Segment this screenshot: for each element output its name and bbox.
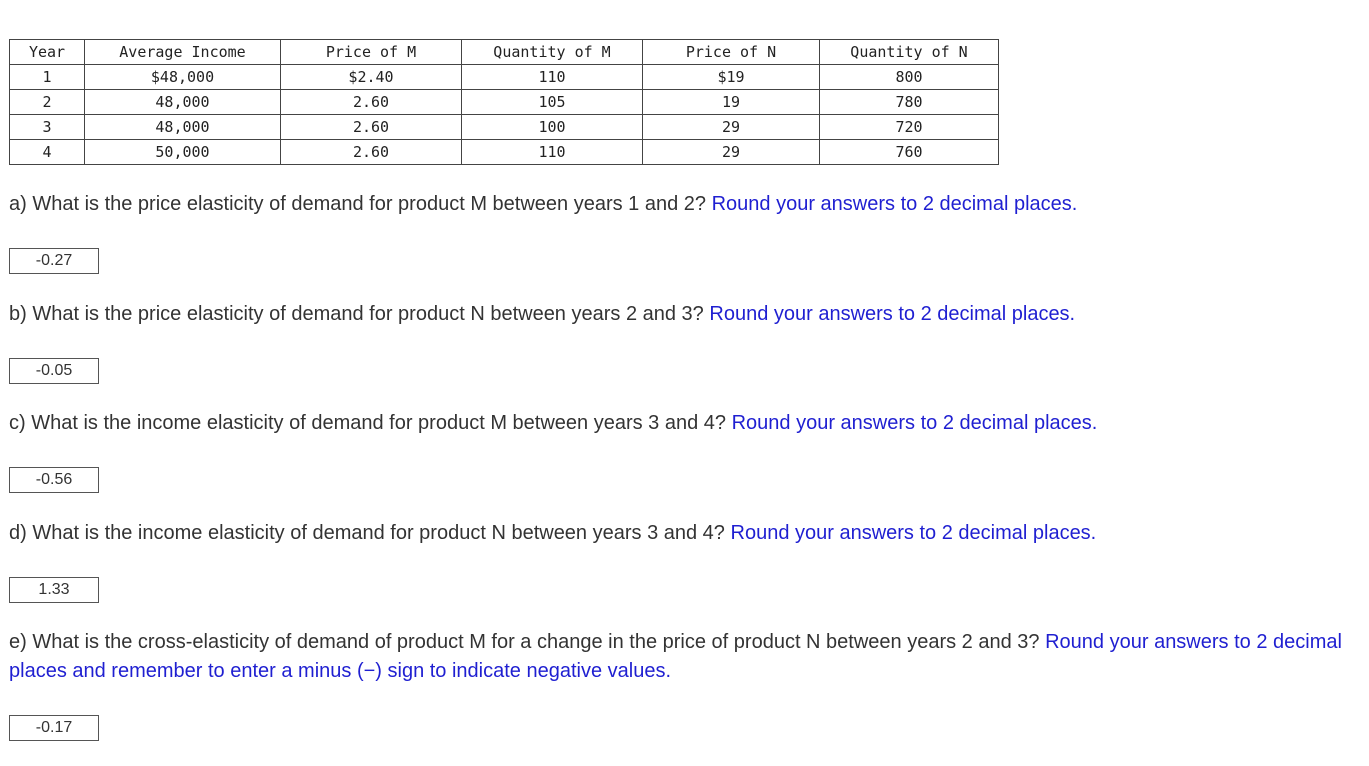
table-cell: $48,000 xyxy=(85,65,281,90)
answer-d-input[interactable] xyxy=(9,577,99,603)
table-cell: 1 xyxy=(10,65,85,90)
header-price-of-m: Price of M xyxy=(281,40,462,65)
table-header-row xyxy=(10,40,999,65)
table-cell: 760 xyxy=(820,140,999,165)
table-row xyxy=(10,140,999,165)
answer-c-input[interactable] xyxy=(9,467,99,493)
table-cell: 19 xyxy=(643,90,820,115)
answer-a-input[interactable] xyxy=(9,248,99,274)
table-cell: 110 xyxy=(462,140,643,165)
question-d-text: d) What is the income elasticity of demand for product N between years 3 and 4? xyxy=(9,522,725,544)
question-c-text: c) What is the income elasticity of demand for product M between years 3 and 4? xyxy=(9,412,727,434)
table-cell: 2 xyxy=(10,90,85,115)
header-quantity-of-n: Quantity of N xyxy=(820,40,999,65)
table-cell: 3 xyxy=(10,115,85,140)
question-c-hint: Round your answers to 2 decimal places. xyxy=(731,412,1098,434)
question-b xyxy=(9,300,1359,329)
header-average-income: Average Income xyxy=(85,40,281,65)
table-cell: 2.60 xyxy=(281,140,462,165)
table-cell: $2.40 xyxy=(281,65,462,90)
table-cell: 2.60 xyxy=(281,90,462,115)
question-e-text: e) What is the cross-elasticity of demand of product M for a change in the price of product N between years 2 and 3? xyxy=(9,631,1040,653)
header-price-of-n: Price of N xyxy=(643,40,820,65)
table-cell: 2.60 xyxy=(281,115,462,140)
answer-b-input[interactable] xyxy=(9,358,99,384)
table-row xyxy=(10,90,999,115)
table-row xyxy=(10,115,999,140)
table-cell: 105 xyxy=(462,90,643,115)
header-year: Year xyxy=(10,40,85,65)
header-quantity-of-m: Quantity of M xyxy=(462,40,643,65)
table-row xyxy=(10,65,999,90)
table-cell: 4 xyxy=(10,140,85,165)
answer-e-input[interactable] xyxy=(9,715,99,741)
question-b-hint: Round your answers to 2 decimal places. xyxy=(709,303,1076,325)
table-cell: 48,000 xyxy=(85,90,281,115)
question-b-text: b) What is the price elasticity of demand for product N between years 2 and 3? xyxy=(9,303,704,325)
question-d-hint: Round your answers to 2 decimal places. xyxy=(730,522,1097,544)
table-cell: 110 xyxy=(462,65,643,90)
question-a-hint: Round your answers to 2 decimal places. xyxy=(711,193,1078,215)
question-a xyxy=(9,190,1359,219)
table-cell: 800 xyxy=(820,65,999,90)
question-e-hint: Round your answers to 2 decimal places and remember to enter a minus (−) sign to indicate negative values. xyxy=(9,631,1342,682)
question-d xyxy=(9,519,1359,548)
question-e xyxy=(9,628,1359,686)
question-a-text: a) What is the price elasticity of demand for product M between years 1 and 2? xyxy=(9,193,707,215)
table-cell: 29 xyxy=(643,140,820,165)
table-cell: 100 xyxy=(462,115,643,140)
table-cell: 720 xyxy=(820,115,999,140)
table-cell: 50,000 xyxy=(85,140,281,165)
table-cell: 48,000 xyxy=(85,115,281,140)
data-table xyxy=(9,39,999,165)
table-cell: 29 xyxy=(643,115,820,140)
table-cell: $19 xyxy=(643,65,820,90)
question-c xyxy=(9,409,1359,438)
table-cell: 780 xyxy=(820,90,999,115)
